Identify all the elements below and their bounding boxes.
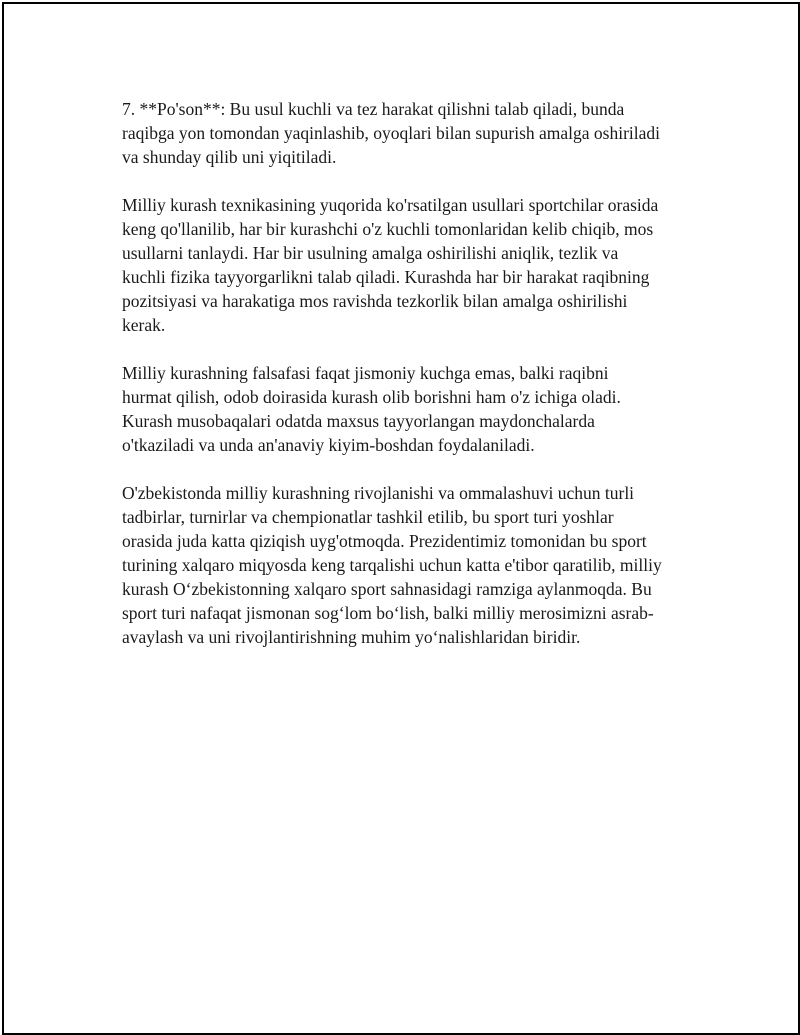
document-body [122, 97, 688, 673]
paragraph-philosophy: Milliy kurashning falsafasi faqat jismoniy kuchga emas, balki raqibni hurmat qilish, odob doirasida kurash olib borishni ham o'z ichiga oladi. Kurash musobaqalari odatda maxsus tayyorlangan maydonchalarda o'tkaziladi va unda an'anaviy kiyim-boshdan foydalaniladi. [122, 363, 621, 455]
paragraph-technique: Milliy kurash texnikasining yuqorida ko'rsatilgan usullari sportchilar orasida keng qo'llanilib, har bir kurashchi o'z kuchli tomonlaridan kelib chiqib, mos usullarni tanlaydi. Har bir usulning amalga oshirilishi aniqlik, tezlik va kuchli fizika tayyorgarlikni talab qiladi. Kurashda har bir harakat raqibning pozitsiyasi va harakatiga mos ravishda tezkorlik bilan amalga oshirilishi kerak. [122, 195, 659, 335]
paragraph-development: O'zbekistonda milliy kurashning rivojlanishi va ommalashuvi uchun turli tadbirlar, turnirlar va chempionatlar tashkil etilib, bu sport turi yoshlar orasida juda katta qiziqish uyg'otmoqda. Prezidentimiz tomonidan bu sport turining xalqaro miqyosda keng tarqalishi uchun katta e'tibor qaratilib, milliy kurash O‘zbekistonning xalqaro sport sahnasidagi ramziga aylanmoqda. Bu sport turi nafaqat jismonan sog‘lom bo‘lish, balki milliy merosimizni asrab- avaylash va uni rivojlantirishning muhim yo‘nalishlaridan biridir. [122, 483, 662, 647]
document-page [2, 2, 800, 1035]
paragraph-poson: 7. **Po'son**: Bu usul kuchli va tez harakat qilishni talab qiladi, bunda raqibga yon tomondan yaqinlashib, oyoqlari bilan supurish amalga oshiriladi va shunday qilib uni yiqitiladi. [122, 99, 661, 167]
